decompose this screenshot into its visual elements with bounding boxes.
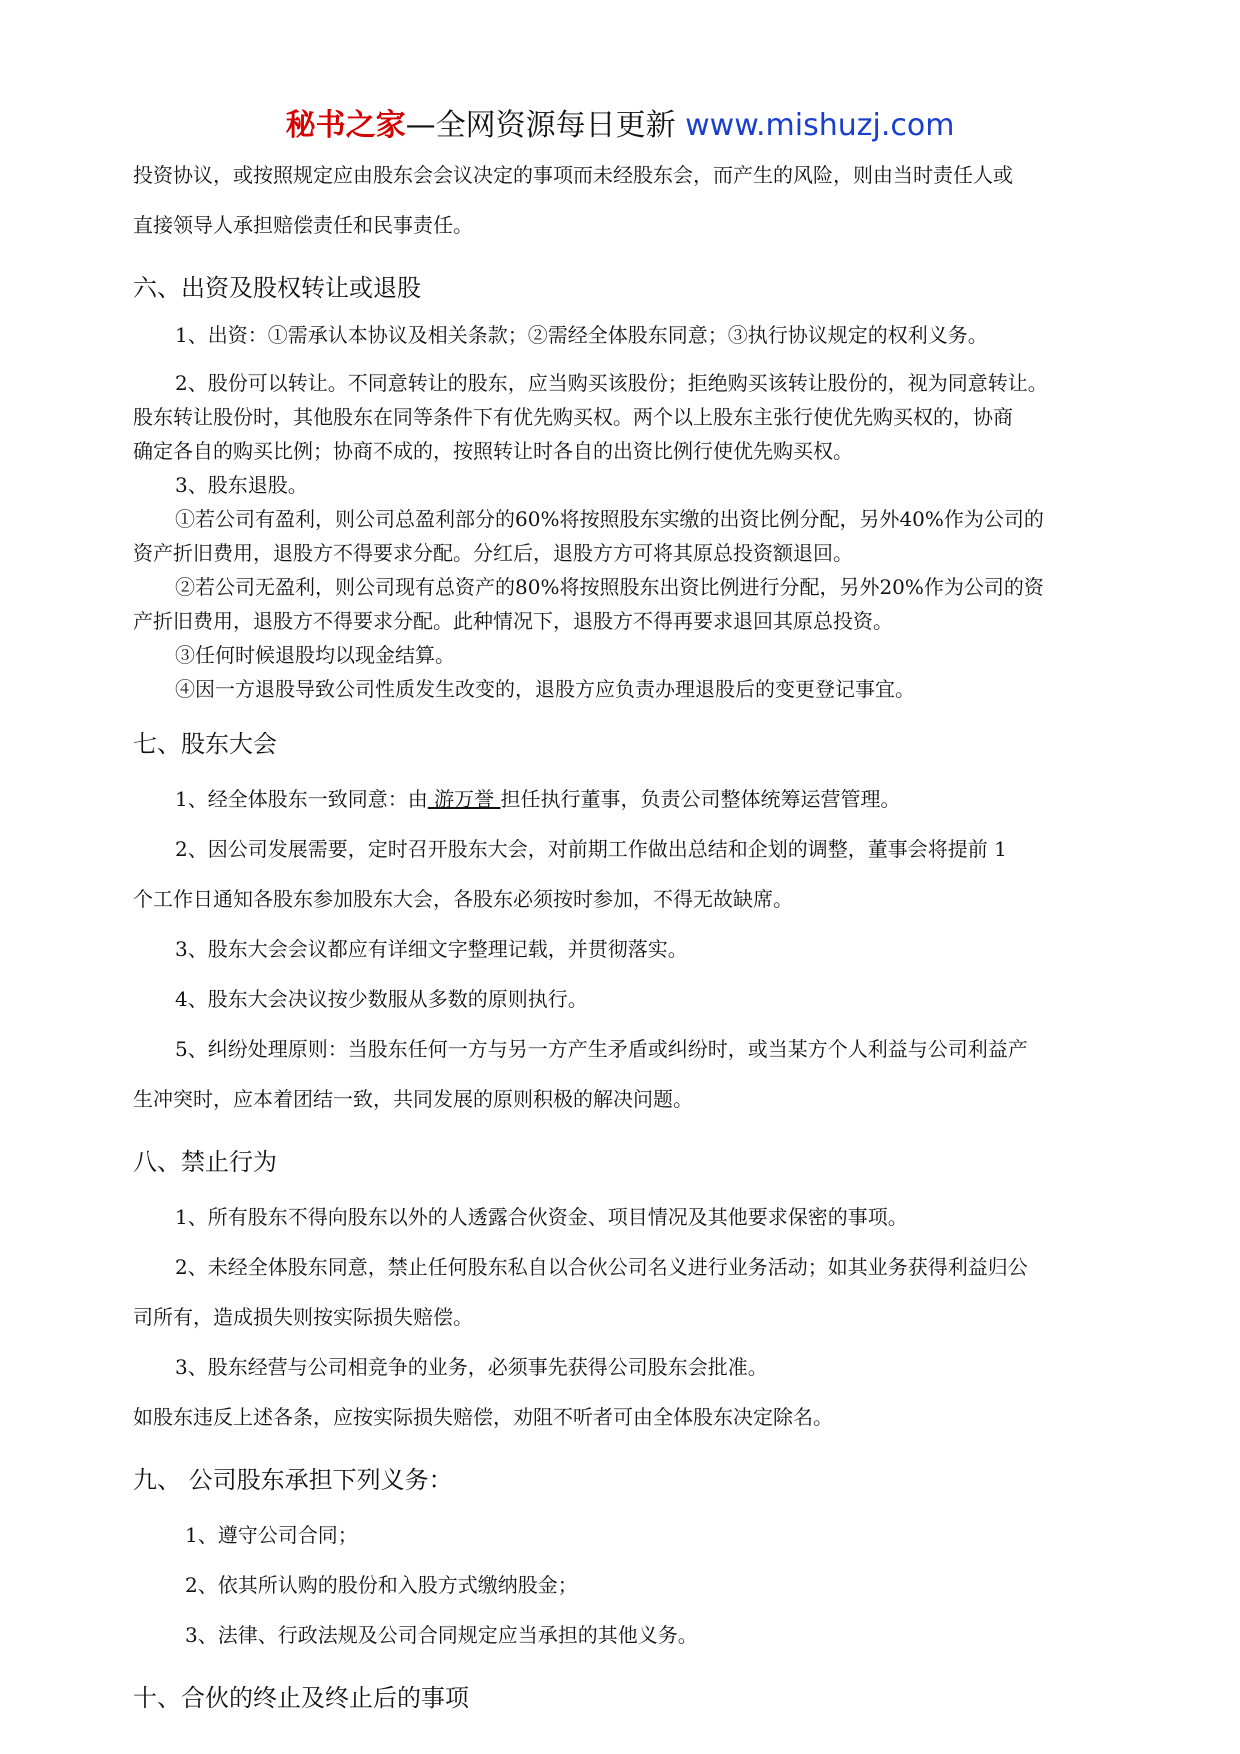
s7-paragraph-5-cont: 生冲突时，应本着团结一致，共同发展的原则积极的解决问题。 [133, 1087, 693, 1111]
section-7-heading: 七、股东大会 [133, 730, 277, 758]
section-9-heading: 九、 公司股东承担下列义务： [133, 1466, 453, 1494]
s6-clause-c: ③任何时候退股均以现金结算。 [175, 643, 455, 667]
brand-name: 秘书之家 [285, 108, 406, 143]
s8-paragraph-2-cont: 司所有，造成损失则按实际损失赔偿。 [133, 1305, 473, 1329]
s7-paragraph-2-cont: 个工作日通知各股东参加股东大会，各股东必须按时参加，不得无故缺席。 [133, 887, 793, 911]
s7-paragraph-2: 2、因公司发展需要，定时召开股东大会，对前期工作做出总结和企划的调整，董事会将提前 1 [175, 837, 1007, 861]
s6-paragraph-1: 1、出资：①需承认本协议及相关条款；②需经全体股东同意；③执行协议规定的权利义务。 [175, 323, 988, 347]
s6-clause-b-cont: 产折旧费用，退股方不得要求分配。此种情况下，退股方不得再要求退回其原总投资。 [133, 609, 893, 633]
s6-clause-b: ②若公司无盈利，则公司现有总资产的80%将按照股东出资比例进行分配，另外20%作为公司的资 [175, 575, 1044, 599]
intro-line: 直接领导人承担赔偿责任和民事责任。 [133, 213, 473, 237]
s8-paragraph-1: 1、所有股东不得向股东以外的人透露合伙资金、项目情况及其他要求保密的事项。 [175, 1205, 908, 1229]
s6-clause-d: ④因一方退股导致公司性质发生改变的，退股方应负责办理退股后的变更登记事宜。 [175, 677, 915, 701]
s7-paragraph-4: 4、股东大会决议按少数服从多数的原则执行。 [175, 987, 588, 1011]
s9-duty-2: 2、依其所认购的股份和入股方式缴纳股金； [185, 1573, 578, 1597]
banner-tagline: —全网资源每日更新 [405, 108, 676, 143]
s9-duty-1: 1、遵守公司合同； [185, 1523, 358, 1547]
section-8-heading: 八、禁止行为 [133, 1148, 277, 1176]
s9-duty-3: 3、法律、行政法规及公司合同规定应当承担的其他义务。 [185, 1623, 698, 1647]
s6-paragraph-3: 3、股东退股。 [175, 473, 308, 497]
document-body [133, 150, 1123, 1728]
section-6-heading: 六、出资及股权转让或退股 [133, 274, 421, 302]
s6-clause-a-cont: 资产折旧费用，退股方不得要求分配。分红后，退股方方可将其原总投资额退回。 [133, 541, 853, 565]
s6-paragraph-2: 2、股份可以转让。不同意转让的股东，应当购买该股份；拒绝购买该转让股份的，视为同意转让。 [175, 371, 1048, 395]
s6-paragraph-2-cont: 确定各自的购买比例；协商不成的，按照转让时各自的出资比例行使优先购买权。 [133, 439, 853, 463]
s6-clause-a: ①若公司有盈利，则公司总盈利部分的60%将按照股东实缴的出资比例分配，另外40%作为公司的 [175, 507, 1044, 531]
site-url-link[interactable]: www.mishuzj.com [685, 108, 955, 143]
s6-paragraph-2-cont: 股东转让股份时，其他股东在同等条件下有优先购买权。两个以上股东主张行使优先购买权的，协商 [133, 405, 1013, 429]
s7-paragraph-1 [133, 774, 1123, 824]
s7-paragraph-3: 3、股东大会会议都应有详细文字整理记载，并贯彻落实。 [175, 937, 688, 961]
s7-p1-prefix: 1、经全体股东一致同意：由 [175, 787, 428, 811]
site-banner [0, 100, 1240, 144]
s8-paragraph-2: 2、未经全体股东同意，禁止任何股东私自以合伙公司名义进行业务活动；如其业务获得利益归公 [175, 1255, 1028, 1279]
section-10-heading: 十、合伙的终止及终止后的事项 [133, 1684, 469, 1712]
s8-paragraph-4: 如股东违反上述各条，应按实际损失赔偿，劝阻不听者可由全体股东决定除名。 [133, 1405, 833, 1429]
s8-paragraph-3: 3、股东经营与公司相竞争的业务，必须事先获得公司股东会批准。 [175, 1355, 768, 1379]
s7-paragraph-5: 5、纠纷处理原则：当股东任何一方与另一方产生矛盾或纠纷时，或当某方个人利益与公司利益产 [175, 1037, 1028, 1061]
s7-p1-suffix: 担任执行董事，负责公司整体统筹运营管理。 [500, 787, 901, 811]
executive-director-name: 游万誉 [427, 787, 501, 811]
intro-line: 投资协议，或按照规定应由股东会会议决定的事项而未经股东会，而产生的风险，则由当时责任人或 [133, 163, 1013, 187]
